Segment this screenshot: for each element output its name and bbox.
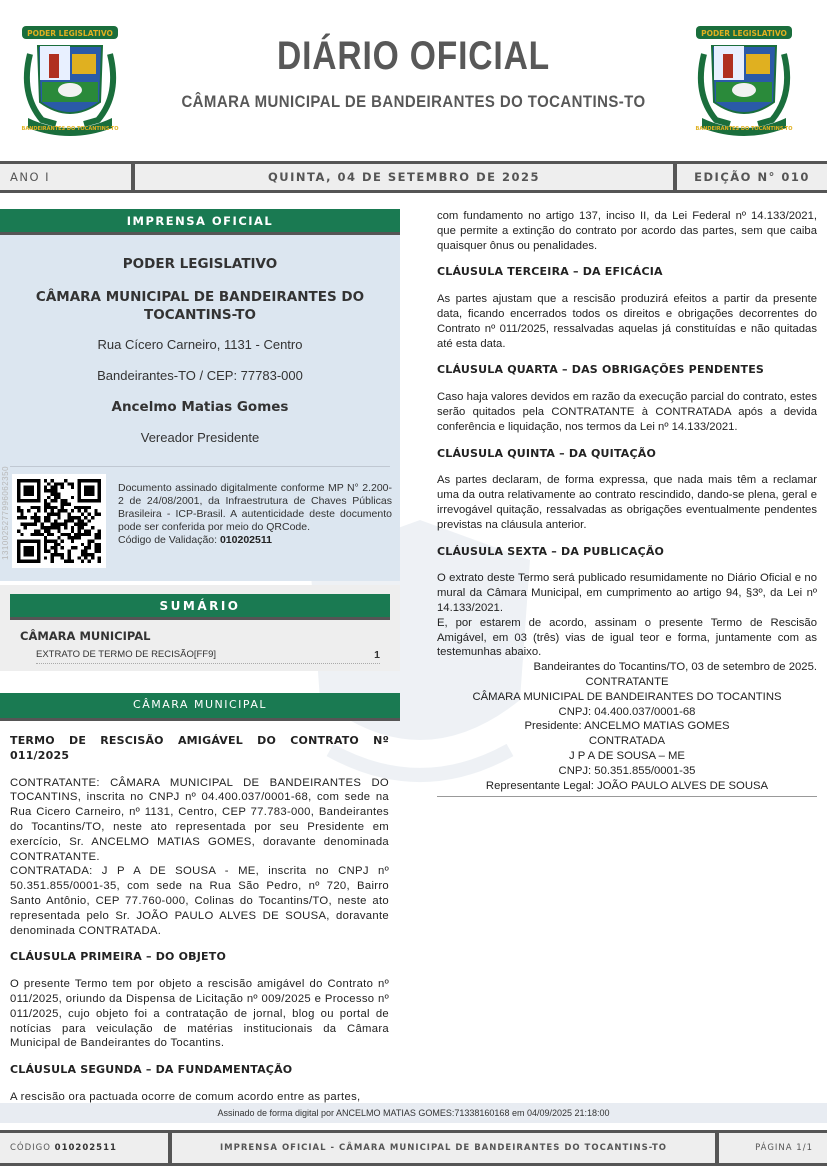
sumario-bar: SUMÁRIO — [10, 594, 390, 620]
sumario-heading: CÂMARA MUNICIPAL — [20, 629, 151, 643]
signature-line: Representante Legal: JOÃO PAULO ALVES DE SOUSA — [485, 779, 769, 792]
emblem-banner-bottom: BANDEIRANTES DO TOCANTINS-TO — [21, 126, 119, 132]
clause-2-text-start: A rescisão ora pactuada ocorre de comum acordo entre as partes, — [10, 1090, 361, 1103]
end-divider — [437, 796, 817, 797]
clause-5-title: CLÁUSULA QUINTA – DA QUITAÇÃO — [437, 446, 657, 460]
footer-page-number: PÁGINA 1/1 — [755, 1143, 813, 1153]
page-title: DIÁRIO OFICIAL — [276, 34, 551, 78]
closing-paragraph: E, por estarem de acordo, assinam o presente Termo de Rescisão Amigável, em 03 (três) vias de igual teor e forma, juntamente com as testemunhas abaixo. — [437, 616, 817, 659]
side-document-code: 1310025277996062350 — [1, 465, 10, 560]
clause-2-title: CLÁUSULA SEGUNDA – DA FUNDAMENTAÇÃO — [10, 1063, 293, 1077]
edition-number: EDIÇÃO N° 010 — [694, 170, 810, 184]
camara-city: Bandeirantes-TO / CEP: 77783-000 — [97, 368, 303, 383]
clause-1-text: O presente Termo tem por objeto a rescisão amigável do Contrato nº 011/2025, oriundo da Dispensa de Licitação nº 009/2025 e Processo nº 011/2025, cujo objeto foi a contratação de jornal, blog ou portal de notícias para veiculação de matérias institucionais da Câmara Municipal de Bandeirantes do Tocantins. — [10, 978, 389, 1050]
signature-line: CNPJ: 04.400.037/0001-68 — [558, 705, 696, 718]
president-role: Vereador Presidente — [140, 430, 260, 445]
validation-code: 010202511 — [219, 534, 272, 546]
clause-5-text: As partes declaram, de forma expressa, que nada mais têm a reclamar uma da outra relativamente ao contrato rescindido, dando-se plena, geral e irrevogável quitação, ressalvadas as obrigações eventualmente pendentes previstas na cláusula anterior. — [437, 474, 817, 531]
emblem-banner-top: PODER LEGISLATIVO — [27, 29, 113, 38]
clause-6-title: CLÁUSULA SEXTA – DA PUBLICAÇÃO — [437, 544, 665, 558]
camara-address: Rua Cícero Carneiro, 1131 - Centro — [97, 337, 303, 352]
footer-code-label: CÓDIGO — [10, 1143, 51, 1153]
document-title: TERMO DE RESCISÃO AMIGÁVEL DO CONTRATO Nº 011/2025 — [10, 734, 389, 762]
section-bar-camara: CÂMARA MUNICIPAL — [0, 693, 400, 721]
camara-name: CÂMARA MUNICIPAL DE BANDEIRANTES DO TOCANTINS-TO — [35, 289, 365, 323]
footer-bar — [0, 1130, 827, 1166]
footer-publisher: IMPRENSA OFICIAL - CÂMARA MUNICIPAL DE BANDEIRANTES DO TOCANTINS-TO — [172, 1133, 719, 1163]
signature-line: J P A DE SOUSA – ME — [569, 749, 685, 762]
validation-code-label: Código de Validação: — [118, 534, 218, 546]
signature-line: CONTRATANTE — [585, 675, 669, 688]
clause-1-title: CLÁUSULA PRIMEIRA – DO OBJETO — [10, 950, 227, 964]
president-name: Ancelmo Matias Gomes — [111, 399, 289, 415]
signature-line: CÂMARA MUNICIPAL DE BANDEIRANTES DO TOCANTINS — [472, 690, 782, 703]
clause-6-text: O extrato deste Termo será publicado resumidamente no Diário Oficial e no mural da Câmara Municipal, em cumprimento ao artigo 94, §3º, da Lei nº 14.133/2021. — [437, 572, 817, 614]
panel-divider — [10, 466, 390, 467]
qr-code[interactable] — [12, 474, 106, 568]
contratante-paragraph: CONTRATANTE: CÂMARA MUNICIPAL DE BANDEIRANTES DO TOCANTINS, inscrita no CNPJ nº 04.400.037/0001-68, com sede na Rua Cicero Carneiro, nº 1131, Centro, CEP 77.783-000, Bandeirantes do Tocantins/TO, neste ato representada por seu Presidente em exercício, Sr. ANCELMO MATIAS GOMES, doravante denominada CONTRATANTE. — [10, 776, 389, 863]
document-column-left — [10, 734, 389, 1105]
qr-code-image — [17, 479, 101, 563]
page-subtitle: CÂMARA MUNICIPAL DE BANDEIRANTES DO TOCANTINS-TO — [181, 92, 646, 111]
digital-signature-notice — [118, 482, 392, 547]
edition-year: ANO I — [0, 164, 135, 190]
footer-code-value: 010202511 — [54, 1143, 117, 1153]
place-date: Bandeirantes do Tocantins/TO, 03 de setembro de 2025. — [533, 661, 817, 674]
clause-2-text-end: com fundamento no artigo 137, inciso II, da Lei Federal nº 14.133/2021, que permite a extinção do contrato por acordo das partes, sem que caiba quaisquer ônus ou penalidades. — [437, 210, 817, 252]
sumario-item-title: EXTRATO DE TERMO DE RECISÃO[FF9] — [36, 649, 216, 660]
poder-legislativo: PODER LEGISLATIVO — [122, 256, 278, 272]
edition-date: QUINTA, 04 DE SETEMBRO DE 2025 — [135, 164, 677, 190]
digital-signature-strip: Assinado de forma digital por ANCELMO MATIAS GOMES:71338160168 em 04/09/2025 21:18:00 — [0, 1103, 827, 1123]
edition-info-bar — [0, 161, 827, 193]
footer-code — [0, 1133, 172, 1163]
coat-of-arms-emblem-right — [690, 24, 798, 136]
signature-line: CONTRATADA — [588, 735, 666, 748]
signature-notice-text: Documento assinado digitalmente conforme MP N° 2.200- 2 de 24/08/2001, da Infraestrutura de Chaves Públicas Brasileira - ICP-Brasil. A autenticidade deste documento pode ser conferida por meio do QRCode. — [118, 482, 392, 533]
clause-3-title: CLÁUSULA TERCEIRA – DA EFICÁCIA — [437, 265, 663, 279]
clause-3-text: As partes ajustam que a rescisão produzirá efeitos a partir da presente data, ficando encerrados todos os direitos e obrigações decorrentes do Contrato nº 011/2025, ressalvadas aquelas já constituídas e não quitadas até esta data. — [437, 293, 817, 350]
document-column-right — [437, 209, 817, 797]
imprensa-oficial-bar: IMPRENSA OFICIAL — [0, 209, 400, 235]
sumario-item-page: 1 — [374, 649, 380, 661]
page-header — [0, 0, 827, 160]
clause-4-text: Caso haja valores devidos em razão da execução parcial do contrato, estes serão quitados pela CONTRATANTE à CONTRATADA após a devida conferência e liquidação, nos termos da Lei nº 14.133/2021. — [437, 391, 817, 433]
contratada-paragraph: CONTRATADA: J P A DE SOUSA - ME, inscrita no CNPJ nº 50.351.855/0001-35, com sede na Rua São Pedro, nº 720, Bairro Santo Antônio, CEP 77.760-000, Colinas do Tocantins/TO, neste ato representada pelo Sr. JOÃO PAULO ALVES DE SOUSA, doravante denominada CONTRATADA. — [10, 865, 389, 937]
signature-line: Presidente: ANCELMO MATIAS GOMES — [524, 720, 730, 733]
emblem-banner-top: PODER LEGISLATIVO — [701, 29, 787, 38]
signature-line: CNPJ: 50.351.855/0001-35 — [558, 764, 696, 777]
emblem-banner-bottom: BANDEIRANTES DO TOCANTINS-TO — [695, 126, 793, 132]
sumario-item[interactable] — [36, 649, 380, 664]
clause-4-title: CLÁUSULA QUARTA – DAS OBRIGAÇÕES PENDENTES — [437, 363, 765, 377]
